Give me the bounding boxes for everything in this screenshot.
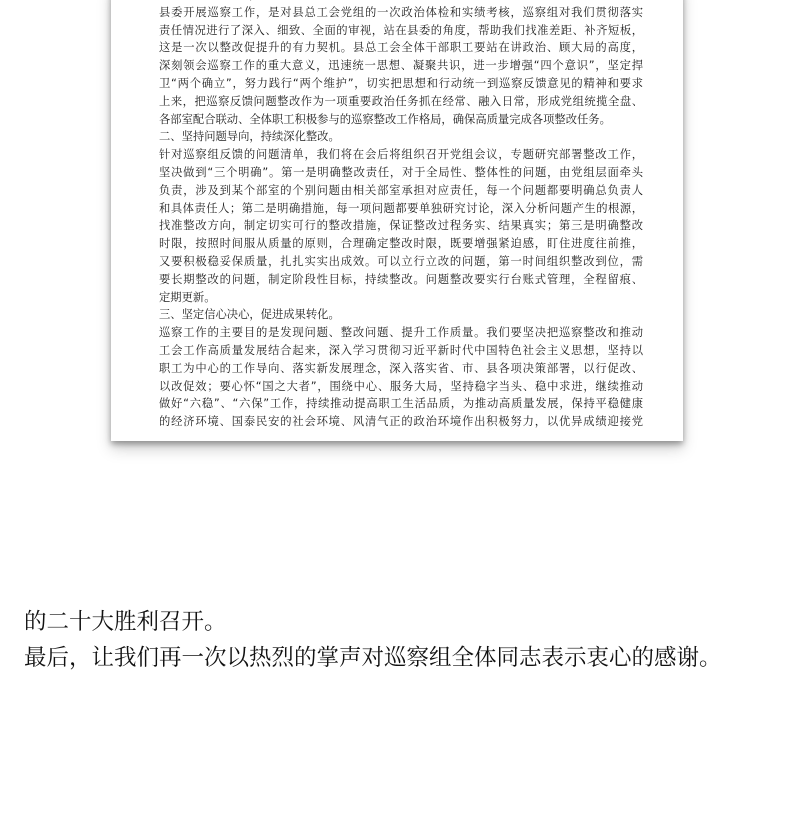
paragraph-line: 的经济环境、国泰民安的社会环境、风清气正的政治环境作出积极努力，以优异成绩迎接党 <box>159 415 643 429</box>
paragraph-line: 找准整改方向，制定切实可行的整改措施，保证整改过程务实、结果真实；第三是明确整改 <box>159 219 643 233</box>
paragraph-line: 工会工作高质量发展结合起来，深入学习贯彻习近平新时代中国特色社会主义思想，坚持以 <box>159 343 643 357</box>
paragraph-line: 针对巡察组反馈的问题清单，我们将在会后将组织召开党组会议，专题研究部署整改工作， <box>159 148 643 162</box>
paragraph-line: 负责，涉及到某个部室的个别问题由相关部室承担对应责任，每一个问题都要明确总负责人 <box>159 183 643 197</box>
paragraph-line: 卫“两个确立”，努力践行“两个维护”，切实把思想和行动统一到巡察反馈意见的精神和要求 <box>159 76 643 90</box>
paragraph-line: 上来，把巡察反馈问题整改作为一项重要政治任务抓在经常、融入日常，形成党组统揽全盘、 <box>159 94 643 108</box>
paragraph-line: 定期更新。 <box>159 290 216 304</box>
paragraph-line: 和具体责任人；第二是明确措施，每一项问题都要单独研究讨论，深入分析问题产生的根源， <box>159 201 643 215</box>
document-page <box>111 0 683 441</box>
paragraph-line: 时限，按照时间服从质量的原则，合理确定整改时限，既要增强紧迫感，盯住进度往前推， <box>159 237 643 251</box>
paragraph-line: 要长期整改的问题，制定阶段性目标，持续整改。问题整改要实行台账式管理，全程留痕、 <box>159 272 643 286</box>
paragraph-line: 这是一次以整改促提升的有力契机。县总工会全体干部职工要站在讲政治、顾大局的高度， <box>159 41 643 55</box>
continuation-line: 最后，让我们再一次以热烈的掌声对巡察组全体同志表示衷心的感谢。 <box>24 645 722 671</box>
paragraph-line: 职工为中心的工作导向、落实新发展理念，深入落实省、市、县各项决策部署，以行促改、 <box>159 361 643 375</box>
paragraph-line: 深刻领会巡察工作的重大意义，迅速统一思想、凝聚共识，进一步增强“四个意识”，坚定捍 <box>159 59 643 73</box>
document-body <box>159 0 643 431</box>
continuation-text <box>24 604 800 676</box>
paragraph-line: 做好“六稳”、“六保”工作，持续推动提高职工生活品质，为推动高质量发展，保持平稳健康 <box>159 397 643 411</box>
paragraph-line: 坚决做到“三个明确”。第一是明确整改责任，对于全局性、整体性的问题，由党组层面牵头 <box>159 165 643 179</box>
paragraph-line: 巡察工作的主要目的是发现问题、整改问题、提升工作质量。我们要坚决把巡察整改和推动 <box>159 326 643 340</box>
paragraph-line: 责任情况进行了深入、细致、全面的审视，站在县委的角度，帮助我们找准差距、补齐短板， <box>159 23 643 37</box>
paragraph-line: 以改促效；要心怀“国之大者”，围绕中心、服务大局，坚持稳字当头、稳中求进，继续推动 <box>159 379 643 393</box>
paragraph-line: 县委开展巡察工作，是对县总工会党组的一次政治体检和实绩考核，巡察组对我们贯彻落实 <box>159 5 643 19</box>
section-heading: 三、坚定信心决心，促进成果转化。 <box>159 308 340 322</box>
paragraph-line: 各部室配合联动、全体职工积极参与的巡察整改工作格局，确保高质量完成各项整改任务。 <box>159 112 611 126</box>
paragraph-line: 又要积极稳妥保质量，扎扎实实出成效。可以立行立改的问题，第一时间组织整改到位，需 <box>159 254 643 268</box>
section-heading: 二、坚持问题导向，持续深化整改。 <box>159 130 340 144</box>
continuation-line: 的二十大胜利召开。 <box>24 609 227 635</box>
